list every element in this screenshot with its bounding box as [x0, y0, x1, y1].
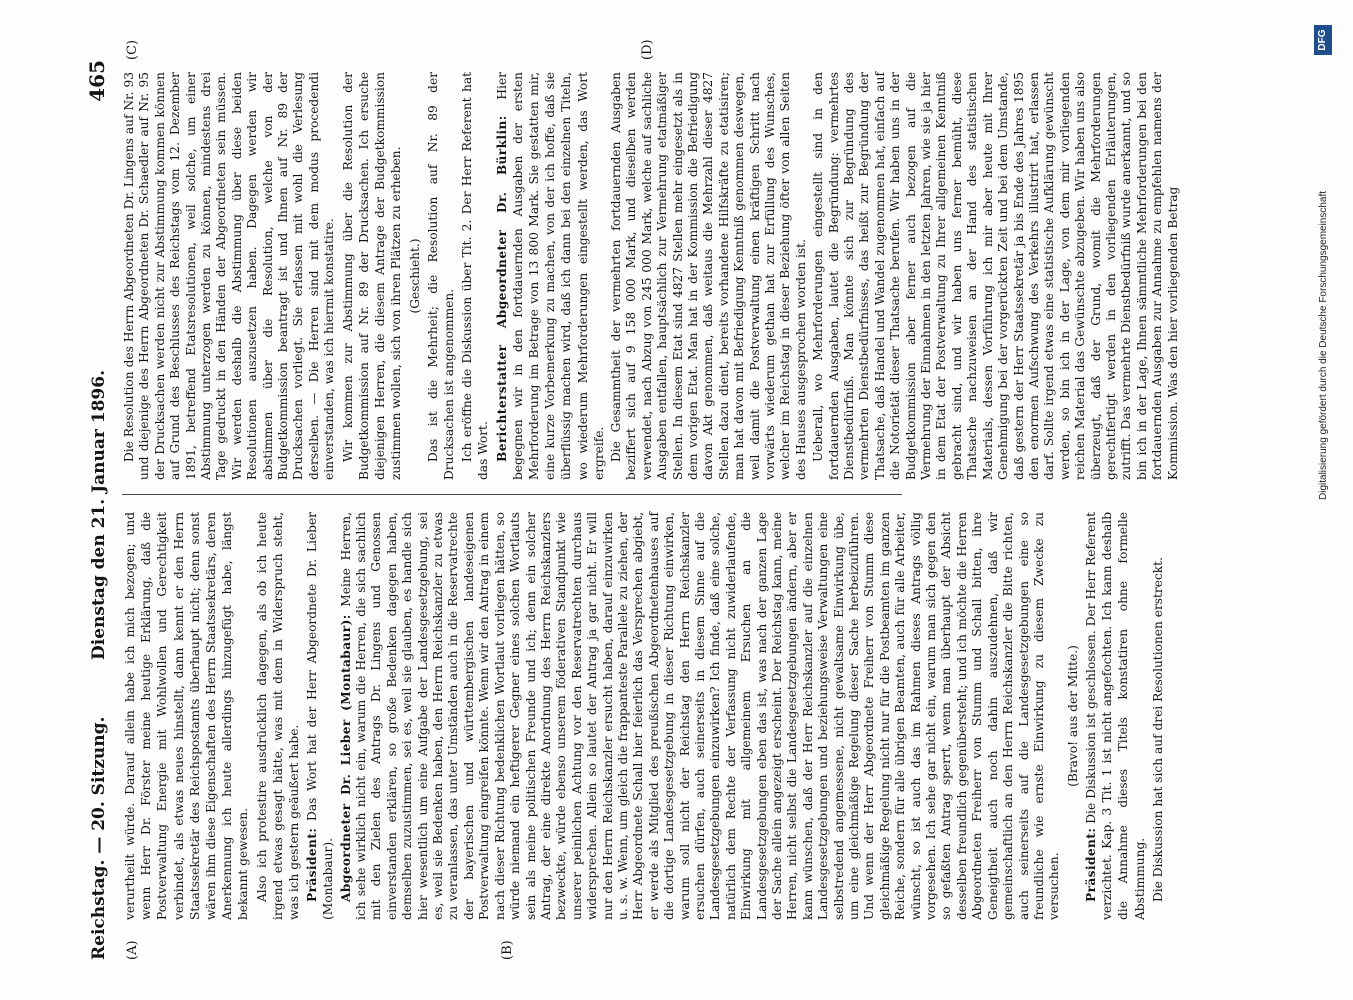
page-number: 465: [85, 60, 109, 102]
text-column-right: [122, 72, 1180, 480]
paragraph: [1083, 512, 1148, 920]
page-header: [85, 60, 115, 960]
paragraph: Die Gesammtheit der vermehrten fortdauernden Ausgaben beziffert sich auf 9 158 000 Mark, und dieselben werden verwendet, nach Abzug von 245 000 Mark, welche auf sachliche Ausgaben entfallen, hauptsächlich zur Vermehrung etatmäßiger Stellen. In diesem Etat sind 4827 Stellen mehr eingesetzt als in dem vorigen Etat. Man hat in der Kommission die Befriedigung davon Akt genommen, daß weitaus die Mehrzahl dieser 4827 Stellen dazu dient, bereits vorhandene Hilfskräfte zu etatisiren; man hat davon mit Befriedigung Kenntniß genommen deswegen, weil damit die Postverwaltung einen kräftigen Schritt nach vorwärts wiederum gethan hat zur Erfüllung des Wunsches, welcher im Reichstag in dieser Beziehung öfter von allen Seiten des Hauses ausgesprochen worden ist.: [608, 72, 808, 480]
margin-marker-c: (C): [125, 39, 140, 60]
paragraph: Wir kommen zur Abstimmung über die Resolution der Budgetkommission auf Nr. 89 der Drucksachen. Ich ersuche diejenigen Herren, die diesem Antrage der Budgetkommission zustimmen wollen, sich von ihren Plätzen zu erheben.: [340, 72, 404, 480]
dfg-logo: DFG: [1314, 25, 1332, 55]
speech-text: Die Diskussion ist geschlossen. Der Herr Referent verzichtet. Kap. 3 Tit. 1 ist nicht angefochten. Ich kann deshalb die Annahme dieses Titels konstatiren ohne formelle Abstimmung.: [1083, 512, 1147, 920]
paragraph: Also ich protestire ausdrücklich dagegen, als ob ich heute irgend etwas gesagt hätte, was mit dem in Widerspruch steht, was ich gestern geäußert habe.: [254, 512, 302, 920]
speech-text: Hier begegnen wir in den fortdauernden Ausgaben der ersten Mehrforderung im Betrage von 13 800 Mark. Sie gestatten mir, eine kurze Vorbemerkung zu machen, von der ich hoffe, daß sie überflüssig machen wird, daß ich dann bei den einzelnen Titeln, wo wiederum Mehrforderungen eingestellt werden, das Wort ergreife.: [494, 72, 606, 480]
margin-marker-d: (D): [640, 39, 655, 60]
speaker-name: Berichterstatter Abgeordneter Dr. Bürklin:: [494, 115, 509, 462]
digitization-note: Digitalisierung gefördert durch die Deutsche Forschungsgemeinschaft: [1318, 190, 1329, 500]
text-column-left: [122, 512, 1165, 920]
speech-text: Das Wort hat der Herr Abgeordnete Dr. Lieber (Montabaur).: [305, 512, 336, 920]
speech-text: Meine Herren, ich sehe wirklich nicht ein, warum die Herren, die sich sachlich mit den Zielen des Antrags Dr. Lingens und Genossen einverstanden erklären, so große Bedenken dagegen haben, demselben zuzustimmen, sei es, weil sie glauben, es handle sich hier wesentlich um eine Aufgabe der Landesgesetzgebung, sei es, weil sie Bedenken haben, den Herrn Reichskanzler zu etwas zu veranlassen, das unter Umständen auch in die Reservatrechte der bayerischen und württembergischen landeseigenen Postverwaltung eingreifen könnte. Wenn wir den Antrag in einem nach dieser Richtung bedenklichen Wortlaut vorliegen hätten, so würde niemand ein heftigerer Gegner eines solchen Wortlauts sein als meine politischen Freunde und ich; denn ein solcher Antrag, der eine direkte Anordnung des Herrn Reichskanzlers bezweckte, würde ebenso unserem föderativen Standpunkt wie unserer peinlichen Achtung vor den Reservatrechten durchaus widersprechen. Allein so lautet der Antrag ja gar nicht. Er will nur den Herrn Reichskanzler ersucht haben, darauf einzuwirken u. s. w. Wenn, um gleich die frappanteste Parallele zu ziehen, der Herr Abgeordnete Schall hier feierlich das Versprechen abgiebt, er werde als Mitglied des preußischen Abgeordnetenhauses auf die dortige Landesgesetzgebung in dieser Richtung einwirken, warum soll nicht der Reichstag den Herrn Reichskanzler ersuchen dürfen, auch seinerseits in diesem Sinne auf die Landesgesetzgebungen einzuwirken? Ich finde, daß eine solche, natürlich dem Rechte der Verfassung nicht zuwiderlaufende, Einwirkung mit allgemeinem Ersuchen an die Landesgesetzgebungen eben das ist, was nach der ganzen Lage der Sache allein angezeigt erscheint. Der Reichstag kann, meine Herren, nicht selbst die Landesgesetzgebungen ändern, aber er kann wünschen, daß der Herr Reichskanzler auf die einzelnen Landesgesetzgebungen und beziehungsweise Verwaltungen eine selbstredend angemessene, nicht gewaltsame Einwirkung übe, um eine gleichmäßige Regelung dieser Sache herbeizuführen. Und wenn der Herr Abgeordnete Freiherr von Stumm diese gleichmäßige Regelung nicht nur für die Postbeamten im ganzen Reiche, sondern für alle übrigen Beamten, auch für alle Arbeiter, wünscht, so ist auch das im Rahmen dieses Antrags völlig vorgesehen. Ich sehe gar nicht ein, warum man sich gegen den so gefaßten Antrag sperrt, wenn man überhaupt der Absicht desselben freundlich gegenübersteht; und ich möchte die Herren Abgeordneten Freiherr von Stumm und Schall bitten, ihre Geneigtheit auch noch dahin auszudehnen, daß wir gemeinschaftlich an den Herrn Reichskanzler die Bitte richten, auch seinerseits auf die Landesgesetzgebungen eine so freundliche wie ernste Einwirkung zu diesem Zwecke zu versuchen.: [338, 512, 1062, 920]
interjection: (Geschieht.): [407, 238, 422, 314]
margin-marker-b: (B): [500, 940, 515, 960]
paragraph: [304, 512, 336, 920]
paragraph: Die Resolution des Herrn Abgeordneten Dr. Lingens auf Nr. 93 und diejenige des Herrn Abgeordneten Dr. Schaedler auf Nr. 95 der Drucksachen werden nicht zur Abstimmung kommen können auf Grund des Beschlusses des Reichstags vom 12. Dezember 1891, betreffend Etatsresolutionen, weil solche, um einer Abstimmung unterzogen werden zu können, mindestens drei Tage gedruckt in den Händen der Abgeordneten sein müssen. Wir werden deshalb die Abstimmung über diese beiden Resolutionen auszusetzen haben. Dagegen werden wir abstimmen über die Resolution, welche von der Budgetkommission beantragt ist und Ihnen auf Nr. 89 der Drucksachen vorliegt. Sie erlassen mit wohl die Verlesung derselben. — Die Herren sind mit dem modus procedendi einverstanden, was ich hiermit konstatire.: [122, 72, 337, 480]
column-divider: [122, 494, 902, 495]
interjection: (Bravo! aus der Mitte.): [1065, 645, 1080, 787]
paragraph: Die Diskussion hat sich auf drei Resolutionen erstreckt.: [1150, 557, 1165, 902]
speaker-name: Präsident:: [305, 827, 320, 902]
speaker-name: Abgeordneter Dr. Lieber (Montabaur):: [338, 614, 353, 902]
speaker-name: Präsident:: [1083, 827, 1098, 902]
margin-marker-a: (A): [125, 940, 140, 960]
paragraph: verurtheilt würde. Darauf allein habe ich mich bezogen; und wenn Herr Dr. Förster meine heutige Erklärung, daß die Postverwaltung Energie mit Wohlwollen und Gerechtigkeit verbindet, als etwas neues hinstellt, dann kennt er den Herrn Staatssekretär des Reichspostamts überhaupt nicht; denn sonst wären ihm diese Eigenschaften des Herrn Staatssekretärs, deren Anerkennung ich heute allerdings hinzugefügt habe, längst bekannt gewesen.: [123, 512, 251, 920]
paragraph: [494, 72, 607, 480]
header-left: Reichstag. — 20. Sitzung.: [89, 716, 109, 960]
header-date: Dienstag den 21. Januar 1896.: [89, 370, 109, 660]
paragraph: Das ist die Mehrheit; die Resolution auf Nr. 89 der Drucksachen ist angenommen.: [425, 72, 456, 480]
paragraph: Ueberall, wo Mehrforderungen eingestellt sind in den fortdauernden Ausgaben, lautet die Begründung: vermehrtes Dienstbedürfniß. Man könnte sich zur Begründung des vermehrten Dienstbedürfnisses, das heißt zur Begründung der Thatsache, daß Handel und Wandel zugenommen hat, einfach auf die Notorietät dieser Thatsache berufen. Wir haben uns in der Budgetkommission aber ferner auch bezogen auf die Vermehrung der Einnahmen in den letzten Jahren, wie sie ja hier in dem Etat der Postverwaltung zu Ihrer allgemeinen Kenntniß gebracht sind, und wir haben uns ferner bemüht, diese Thatsache nachzuweisen an der Hand des statistischen Materials, dessen Vorführung ich mir aber heute mit Ihrer Genehmigung bei der vorgerückten Zeit und bei dem Umstande, daß gestern der Herr Staatssekretär ja bis Ende des Jahres 1895 den enormen Aufschwung des Verkehrs illustrirt hat, erlassen darf. Sollte irgend etwas eine statistische Aufklärung gewünscht werden, so bin ich in der Lage, von dem mir vorliegenden reichen Material das Gewünschte abzugeben. Wir haben uns also überzeugt, daß der Grund, womit die Mehrforderungen gerechtfertigt werden in den vorliegenden Erläuterungen, zutrifft. Das vermehrte Dienstbedürfniß wurde anerkannt, und so bin ich in der Lage, Ihnen sämmtliche Mehrforderungen bei den fortdauernden Ausgaben zur Annahme zu empfehlen namens der Kommission. Was den hier vorliegenden Betrag: [811, 72, 1180, 480]
paragraph: Ich eröffne die Diskussion über Tit. 2. Der Herr Referent hat das Wort.: [460, 72, 491, 480]
paragraph: [339, 512, 1063, 920]
